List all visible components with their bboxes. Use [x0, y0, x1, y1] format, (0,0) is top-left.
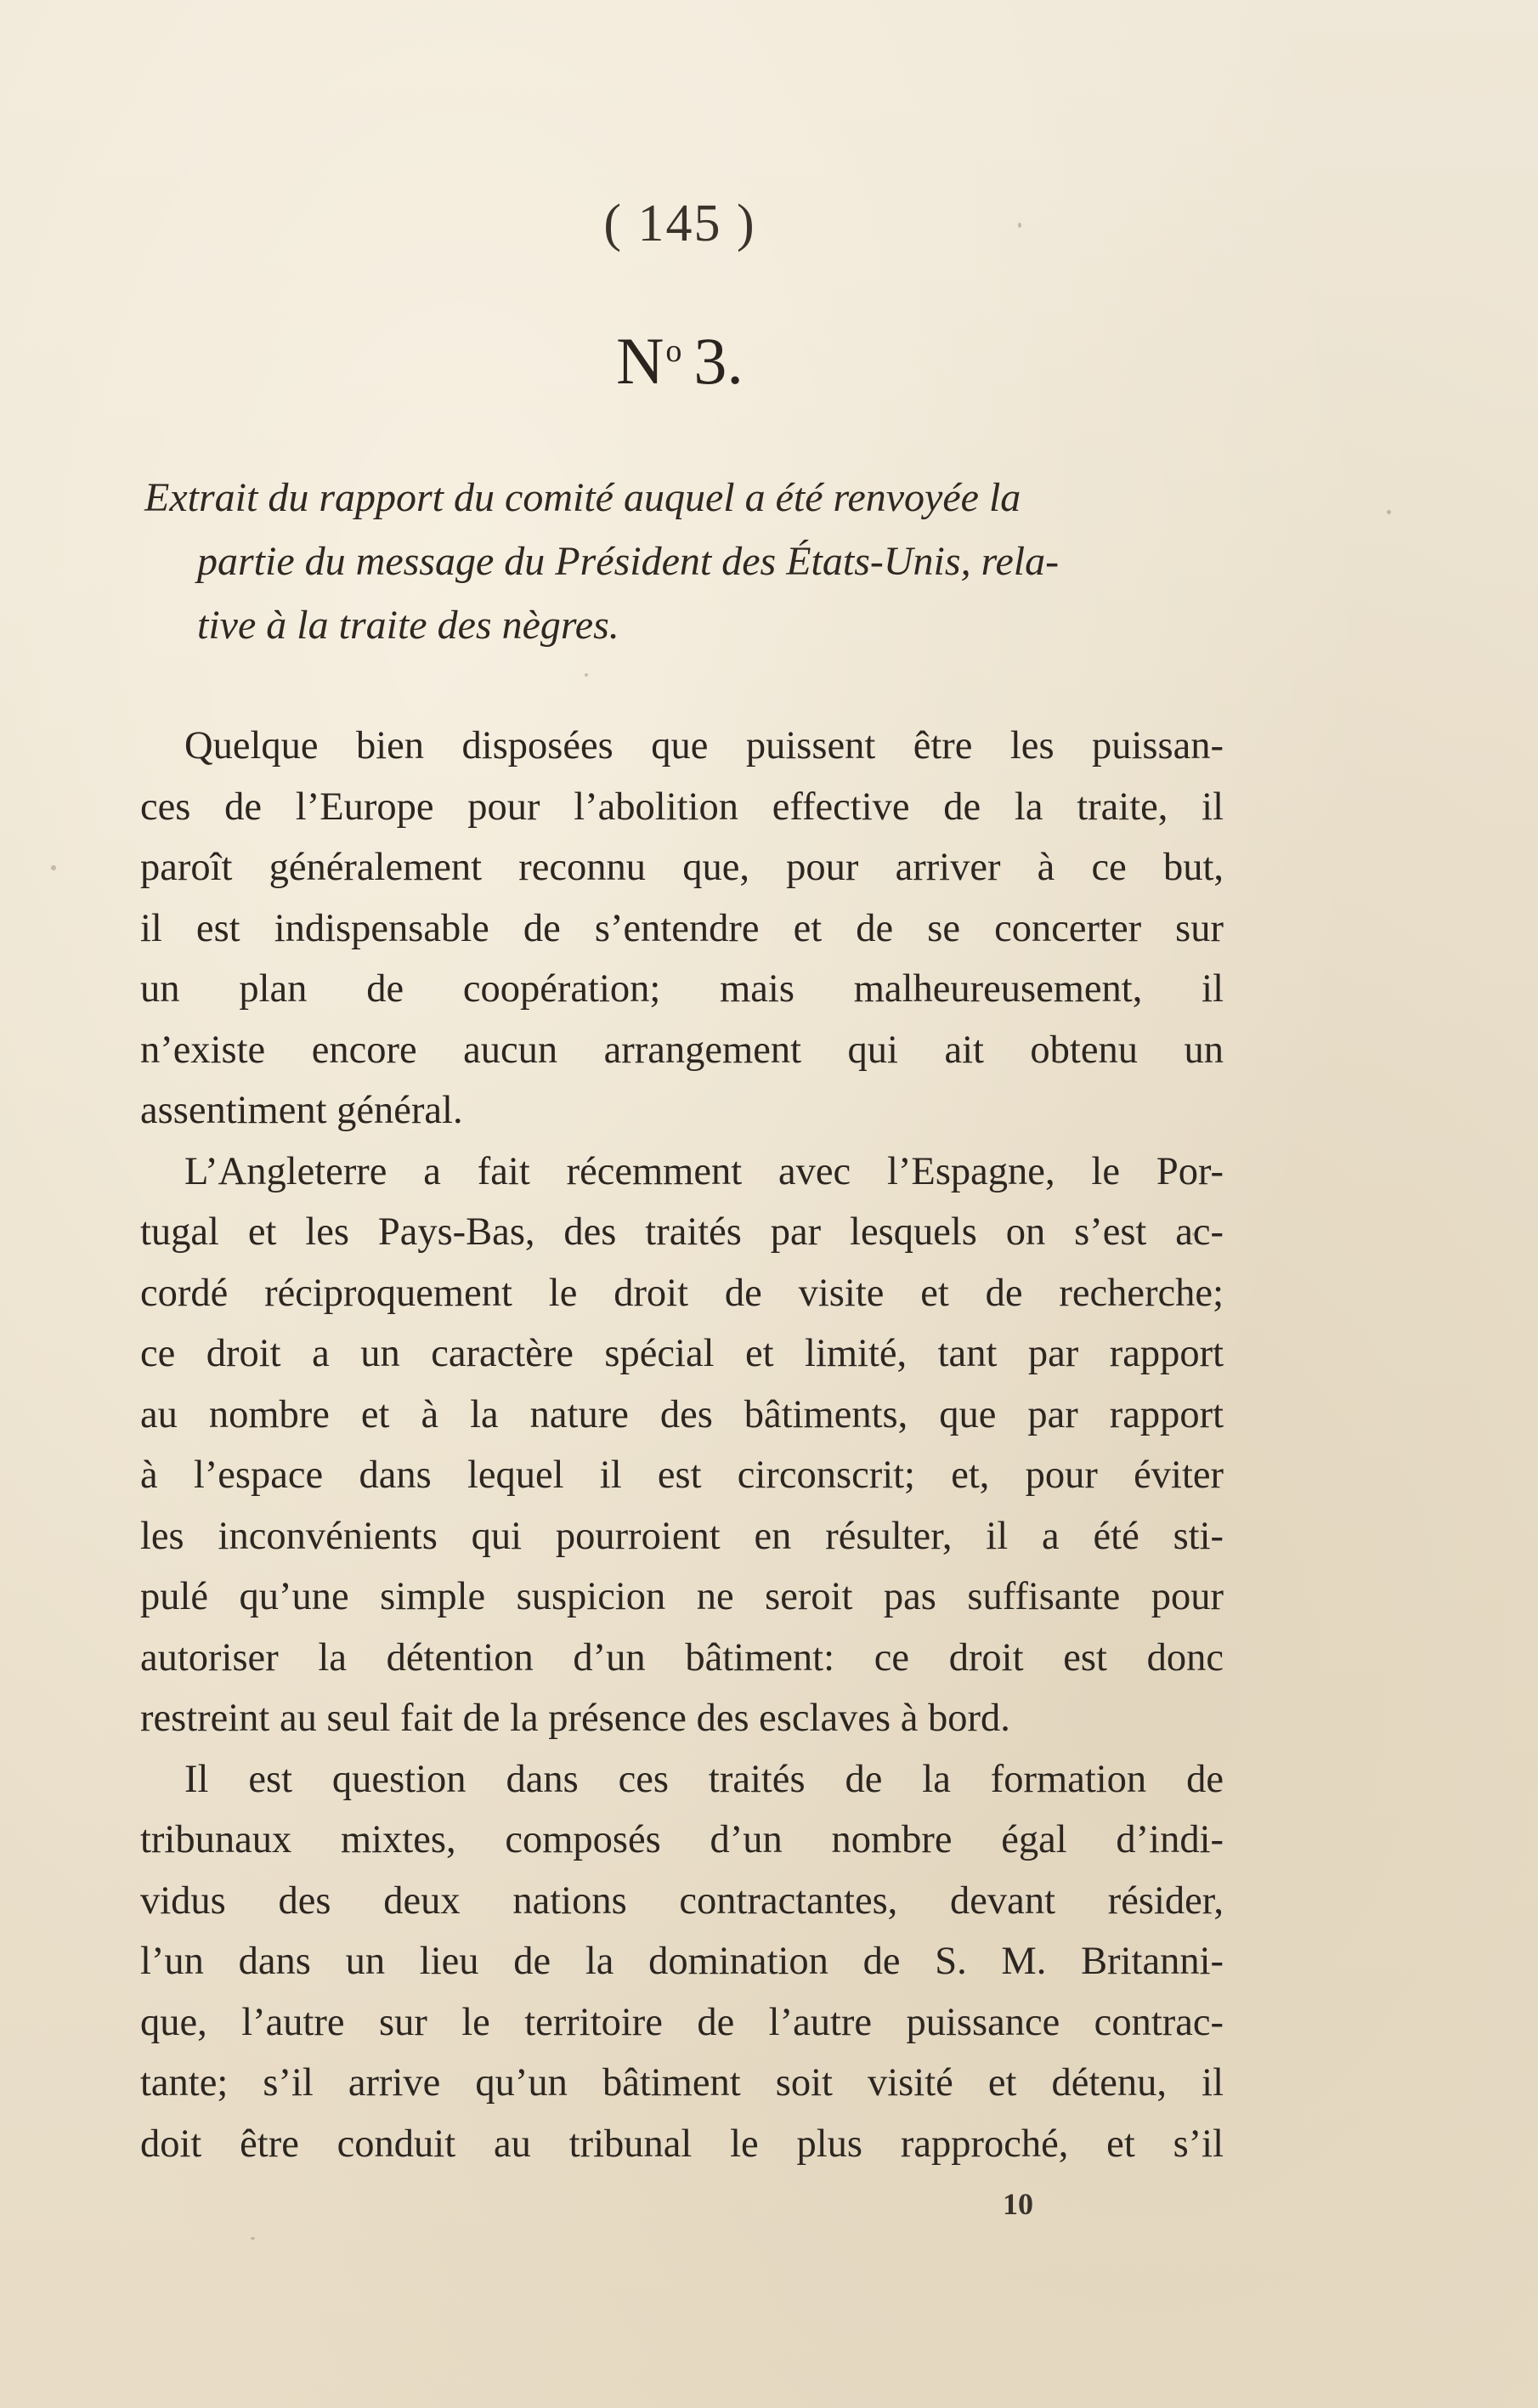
text-line: un plan de coopération; mais malheureusement, il	[140, 967, 1224, 1011]
heading-line: tive à la traite des nègres.	[197, 603, 619, 648]
text-line: il est indispensable de s’entendre et de se concerter sur	[140, 906, 1224, 950]
heading-line: partie du message du Président des États-Unis, rela-	[197, 539, 1060, 584]
section-title	[0, 323, 1360, 399]
text-line: que, l’autre sur le territoire de l’autre puissance contrac-	[140, 2000, 1224, 2044]
text-line: les inconvénients qui pourroient en résulter, il a été sti-	[140, 1514, 1224, 1558]
extract-heading	[144, 466, 1215, 657]
text-line: doit être conduit au tribunal le plus rapproché, et s’il	[140, 2122, 1224, 2166]
text-line: à l’espace dans lequel il est circonscrit; et, pour éviter	[140, 1453, 1224, 1497]
text-line: assentiment général.	[140, 1089, 463, 1132]
text-line: vidus des deux nations contractantes, devant résider,	[140, 1878, 1224, 1923]
text-line: autoriser la détention d’un bâtiment: ce droit est donc	[140, 1635, 1224, 1680]
text-line: cordé réciproquement le droit de visite et de recherche;	[140, 1271, 1224, 1315]
signature-mark: 10	[1003, 2187, 1033, 2221]
text-line: paroît généralement reconnu que, pour arriver à ce but,	[140, 846, 1224, 889]
text-line: tante; s’il arrive qu’un bâtiment soit visité et détenu, il	[140, 2061, 1224, 2105]
text-line: tribunaux mixtes, composés d’un nombre égal d’indi-	[140, 1818, 1224, 1861]
section-number: 3.	[693, 324, 744, 398]
text-line: restreint au seul fait de la présence des esclaves à bord.	[140, 1697, 1010, 1740]
page-number: ( 145 )	[603, 195, 756, 252]
paper-speck	[251, 2237, 255, 2240]
heading-line: Extrait du rapport du comité auquel a été renvoyée la	[144, 475, 1021, 520]
text-line: Quelque bien disposées que puissent être les puissan-	[184, 724, 1224, 768]
text-line: ces de l’Europe pour l’abolition effective de la traite, il	[140, 785, 1224, 829]
text-line: au nombre et à la nature des bâtiments, que par rapport	[140, 1392, 1224, 1436]
section-superscript: o	[665, 333, 682, 369]
text-line: pulé qu’une simple suspicion ne seroit pas suffisante pour	[140, 1575, 1224, 1618]
text-line: ce droit a un caractère spécial et limité, tant par rapport	[140, 1332, 1224, 1375]
text-line: Il est question dans ces traités de la formation de	[184, 1757, 1224, 1801]
section-label: N	[616, 324, 664, 398]
text-line: L’Angleterre a fait récemment avec l’Espagne, le Por-	[184, 1149, 1224, 1193]
paper-speck	[1387, 510, 1391, 514]
text-line: l’un dans un lieu de la domination de S. M. Britanni-	[140, 1940, 1224, 1983]
text-line: n’existe encore aucun arrangement qui ait obtenu un	[140, 1028, 1224, 1072]
paper-speck	[585, 673, 588, 677]
body-text	[140, 716, 1224, 2174]
paper-speck	[51, 865, 56, 870]
text-line: tugal et les Pays-Bas, des traités par lesquels on s’est ac-	[140, 1210, 1224, 1254]
